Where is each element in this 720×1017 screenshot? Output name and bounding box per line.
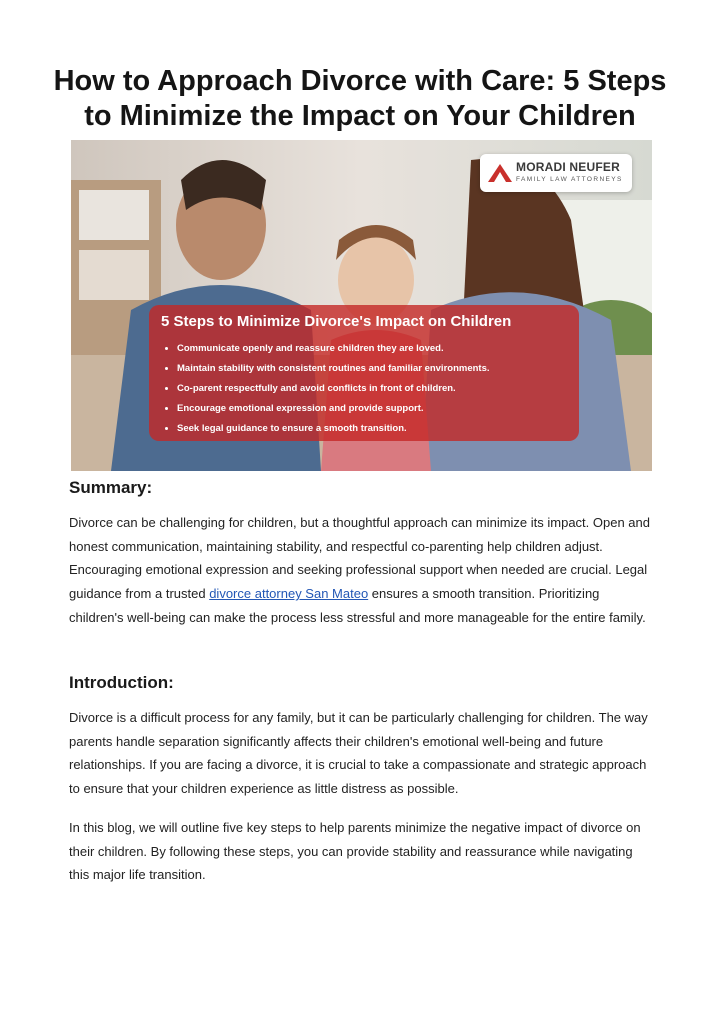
page-title: How to Approach Divorce with Care: 5 Steps to Minimize the Impact on Your Children bbox=[53, 65, 667, 132]
summary-paragraph bbox=[69, 511, 655, 630]
step-item: • Co-parent respectfully and avoid conflicts in front of children. bbox=[177, 379, 490, 399]
steps-list bbox=[163, 339, 490, 439]
steps-overlay bbox=[149, 305, 579, 441]
introduction-heading: Introduction: bbox=[69, 673, 174, 692]
logo-name: MORADI NEUFER bbox=[516, 160, 620, 174]
summary-heading: Summary: bbox=[69, 478, 153, 497]
hero-image bbox=[71, 140, 652, 471]
divorce-attorney-link[interactable]: divorce attorney San Mateo bbox=[209, 586, 369, 602]
step-item: • Maintain stability with consistent routines and familiar environments. bbox=[177, 359, 490, 379]
step-item: • Encourage emotional expression and provide support. bbox=[177, 399, 490, 419]
summary-text-start: Divorce can be challenging for children, but a thoughtful approach can minimize its impact. Open and honest communication, maintaining stability, and respectful co-parenting help children adjust. Encouraging emotional expression and seeking professional support when needed are crucial. Legal guidance from a trusted bbox=[69, 515, 650, 602]
logo-subtitle: FAMILY LAW ATTORNEYS bbox=[516, 176, 623, 183]
intro-paragraph-2: In this blog, we will outline five key steps to help parents minimize the negative impact of divorce on their children. By following these steps, you can provide stability and reassurance while navigating this major life transition. bbox=[69, 820, 641, 883]
summary-text-end: ensures a smooth transition. Prioritizing children's well-being can make the process less stressful and more manageable for the entire family. bbox=[69, 586, 646, 625]
overlay-title: 5 Steps to Minimize Divorce's Impact on Children bbox=[161, 313, 512, 330]
firm-logo bbox=[480, 154, 632, 192]
logo-triangle-icon bbox=[488, 164, 512, 182]
step-item: • Communicate openly and reassure children they are loved. bbox=[177, 339, 490, 359]
intro-paragraph-1: Divorce is a difficult process for any family, but it can be particularly challenging for children. The way parents handle separation significantly affects their children's emotional well-being and future relationships. If you are facing a divorce, it is crucial to take a compassionate and strategic approach to ensure that your children experience as little distress as possible. bbox=[69, 710, 648, 797]
step-item: • Seek legal guidance to ensure a smooth transition. bbox=[177, 419, 490, 439]
